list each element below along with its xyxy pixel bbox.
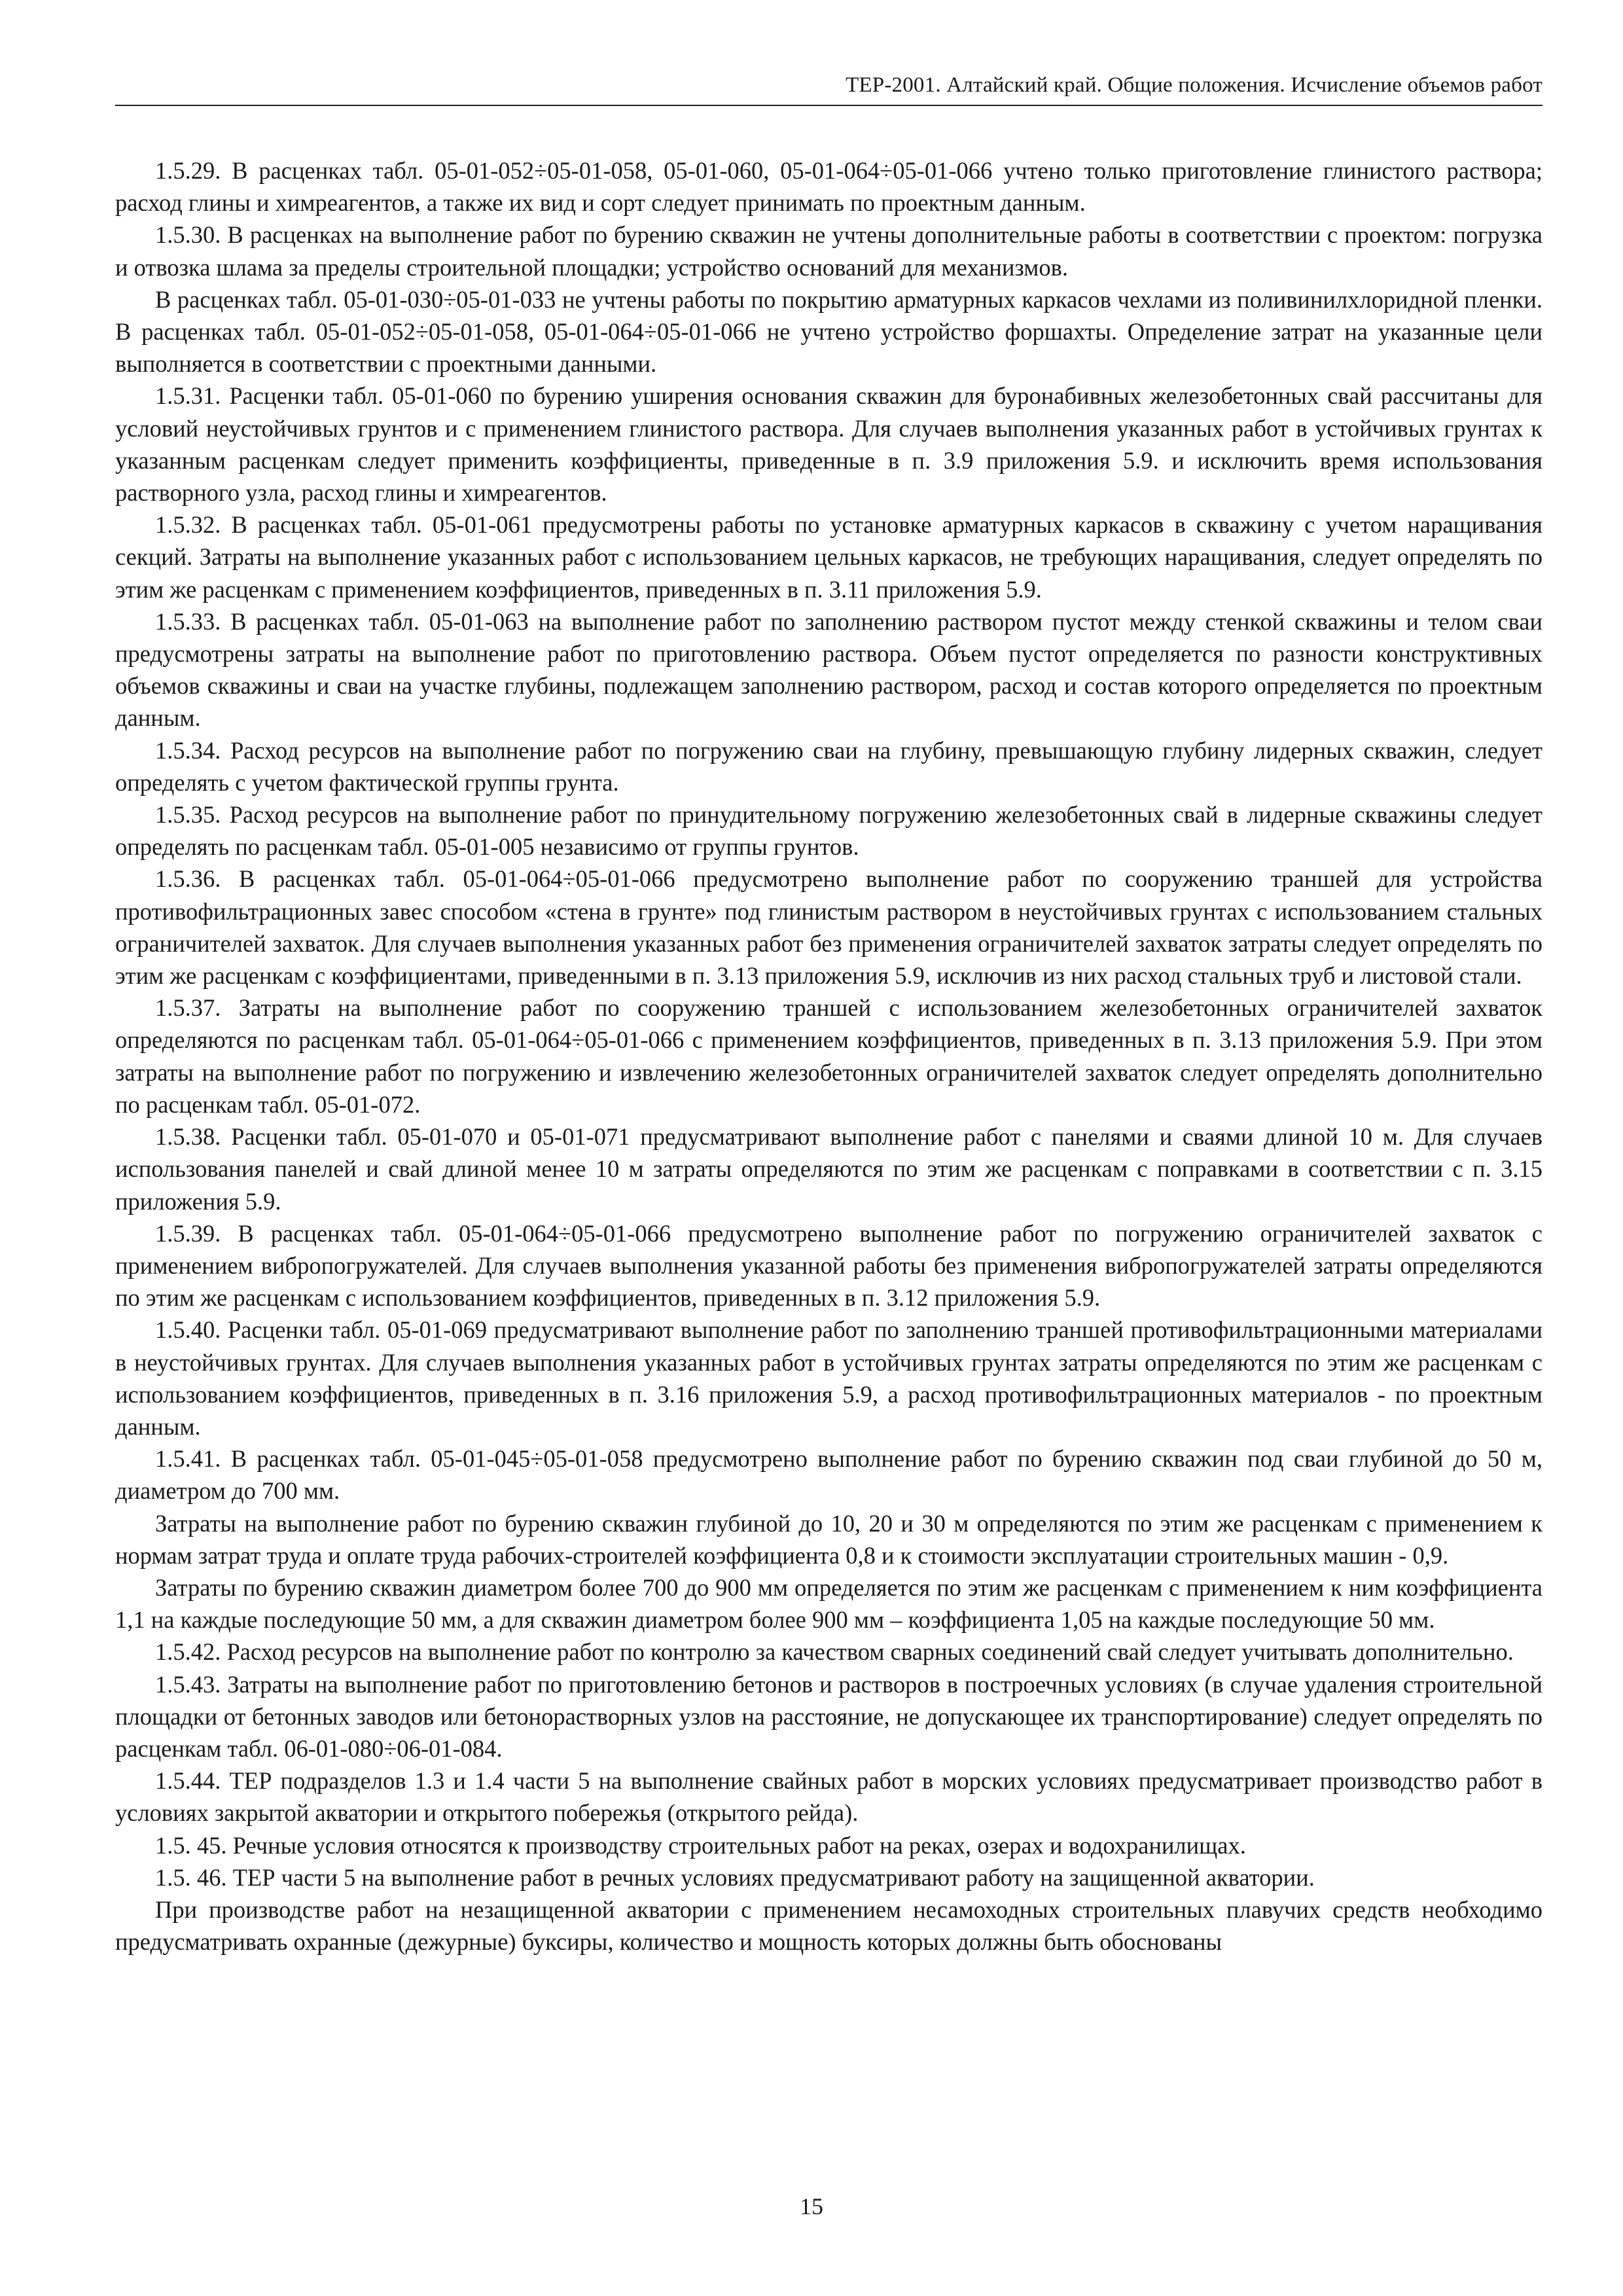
paragraph-1-5-40: 1.5.40. Расценки табл. 05-01-069 предусматривают выполнение работ по заполнению траншей противофильтрационными материалами в неустойчивых грунтах. Для случаев выполнения указанных работ в устойчивых грунтах затраты определяются по этим же расценкам с использованием коэффициентов, приведенных в п. 3.16 приложения 5.9, а расход противофильтрационных материалов - по проектным данным. [115, 1316, 1543, 1440]
paragraph-1-5-29: 1.5.29. В расценках табл. 05-01-052÷05-01-058, 05-01-060, 05-01-064÷05-01-066 учтено только приготовление глинистого раствора; расход глины и химреагентов, а также их вид и сорт следует принимать по проектным данным. [115, 157, 1543, 217]
header-rule [115, 105, 1543, 106]
paragraph-1-5-30: 1.5.30. В расценках на выполнение работ по бурению скважин не учтены дополнительные работы в соответствии с проектом: погрузка и отвозка шлама за пределы строительной площадки; устройство оснований для механизмов. [115, 221, 1543, 281]
paragraph-1-5-36: 1.5.36. В расценках табл. 05-01-064÷05-01-066 предусмотрено выполнение работ по сооружению траншей для устройства противофильтрационных завес способом «стена в грунте» под глинистым раствором в неустойчивых грунтах с использованием стальных ограничителей захваток. Для случаев выполнения указанных работ без применения ограничителей захваток затраты следует определять по этим же расценкам с коэффициентами, приведенными в п. 3.13 приложения 5.9, исключив из них расход стальных труб и листовой стали. [115, 865, 1543, 990]
paragraph-1-5-46-cont: При производстве работ на незащищенной акватории с применением несамоходных строительных плавучих средств необходимо предусматривать охранные (дежурные) буксиры, количество и мощность которых должны быть обоснованы [115, 1895, 1543, 1956]
paragraph-1-5-41-depth: Затраты на выполнение работ по бурению скважин глубиной до 10, 20 и 30 м определяются по этим же расценкам с применением к нормам затрат труда и оплате труда рабочих-строителей коэффициента 0,8 и к стоимости эксплуатации строительных машин - 0,9. [115, 1509, 1543, 1569]
paragraph-1-5-32: 1.5.32. В расценках табл. 05-01-061 предусмотрены работы по установке арматурных каркасов в скважину с учетом наращивания секций. Затраты на выполнение указанных работ с использованием цельных каркасов, не требующих наращивания, следует определять по этим же расценкам с применением коэффициентов, приведенных в п. 3.11 приложения 5.9. [115, 511, 1543, 603]
paragraph-1-5-30-cont: В расценках табл. 05-01-030÷05-01-033 не учтены работы по покрытию арматурных каркасов чехлами из поливинилхлоридной пленки. В расценках табл. 05-01-052÷05-01-058, 05-01-064÷05-01-066 не учтено устройство форшахты. Определение затрат на указанные цели выполняется в соответствии с проектными данными. [115, 285, 1543, 378]
paragraph-1-5-41: 1.5.41. В расценках табл. 05-01-045÷05-01-058 предусмотрено выполнение работ по бурению скважин под сваи глубиной до 50 м, диаметром до 700 мм. [115, 1445, 1543, 1505]
paragraph-1-5-45: 1.5. 45. Речные условия относятся к производству строительных работ на реках, озерах и водохранилищах. [155, 1831, 1246, 1859]
running-header: ТЕР-2001. Алтайский край. Общие положения. Исчисление объемов работ [846, 73, 1543, 97]
paragraph-1-5-34: 1.5.34. Расход ресурсов на выполнение работ по погружению сваи на глубину, превышающую глубину лидерных скважин, следует определять с учетом фактической группы грунта. [115, 736, 1543, 796]
paragraph-1-5-37: 1.5.37. Затраты на выполнение работ по сооружению траншей с использованием железобетонных ограничителей захваток определяются по расценкам табл. 05-01-064÷05-01-066 с применением коэффициентов, приведенных в п. 3.13 приложения 5.9. При этом затраты на выполнение работ по погружению и извлечению железобетонных ограничителей захваток следует определять дополнительно по расценкам табл. 05-01-072. [115, 994, 1543, 1118]
paragraph-1-5-41-diameter: Затраты по бурению скважин диаметром более 700 до 900 мм определяется по этим же расценкам с применением к ним коэффициента 1,1 на каждые последующие 50 мм, а для скважин диаметром более 900 мм – коэффициента 1,05 на каждые последующие 50 мм. [115, 1573, 1543, 1634]
paragraph-1-5-39: 1.5.39. В расценках табл. 05-01-064÷05-01-066 предусмотрено выполнение работ по погружению ограничителей захваток с применением вибропогружателей. Для случаев выполнения указанной работы без применения вибропогружателей затраты определяются по этим же расценкам с использованием коэффициентов, приведенных в п. 3.12 приложения 5.9. [115, 1219, 1543, 1312]
page-number: 15 [800, 2193, 823, 2219]
paragraph-1-5-31: 1.5.31. Расценки табл. 05-01-060 по бурению уширения основания скважин для буронабивных железобетонных свай рассчитаны для условий неустойчивых грунтов и с применением глинистого раствора. Для случаев выполнения указанных работ в устойчивых грунтах к указанным расценкам следует применить коэффициенты, приведенные в п. 3.9 приложения 5.9. и исключить время использования растворного узла, расход глины и химреагентов. [115, 382, 1543, 507]
paragraph-1-5-38: 1.5.38. Расценки табл. 05-01-070 и 05-01-071 предусматривают выполнение работ с панелями и сваями длиной 10 м. Для случаев использования панелей и свай длиной менее 10 м затраты определяются по этим же расценкам с поправками в соответствии с п. 3.15 приложения 5.9. [115, 1123, 1543, 1215]
paragraph-1-5-35: 1.5.35. Расход ресурсов на выполнение работ по принудительному погружению железобетонных свай в лидерные скважины следует определять по расценкам табл. 05-01-005 независимо от группы грунтов. [115, 801, 1543, 861]
paragraph-1-5-43: 1.5.43. Затраты на выполнение работ по приготовлению бетонов и растворов в построечных условиях (в случае удаления строительной площадки от бетонных заводов или бетонорастворных узлов на расстояние, не допускающее их транспортирование) следует определять по расценкам табл. 06-01-080÷06-01-084. [115, 1670, 1543, 1762]
paragraph-1-5-46: 1.5. 46. ТЕР части 5 на выполнение работ в речных условиях предусматривают работу на защищенной акватории. [155, 1863, 1315, 1891]
paragraph-1-5-42: 1.5.42. Расход ресурсов на выполнение работ по контролю за качеством сварных соединений свай следует учитывать дополнительно. [155, 1638, 1514, 1666]
paragraph-1-5-44: 1.5.44. ТЕР подразделов 1.3 и 1.4 части 5 на выполнение свайных работ в морских условиях предусматривает производство работ в условиях закрытой акватории и открытого побережья (открытого рейда). [115, 1767, 1543, 1827]
body-text [115, 154, 1543, 1958]
paragraph-1-5-33: 1.5.33. В расценках табл. 05-01-063 на выполнение работ по заполнению раствором пустот между стенкой скважины и телом сваи предусмотрены затраты на выполнение работ по приготовлению раствора. Объем пустот определяется по разности конструктивных объемов скважины и сваи на участке глубины, подлежащем заполнению раствором, расход и состав которого определяется по проектным данным. [115, 607, 1543, 732]
